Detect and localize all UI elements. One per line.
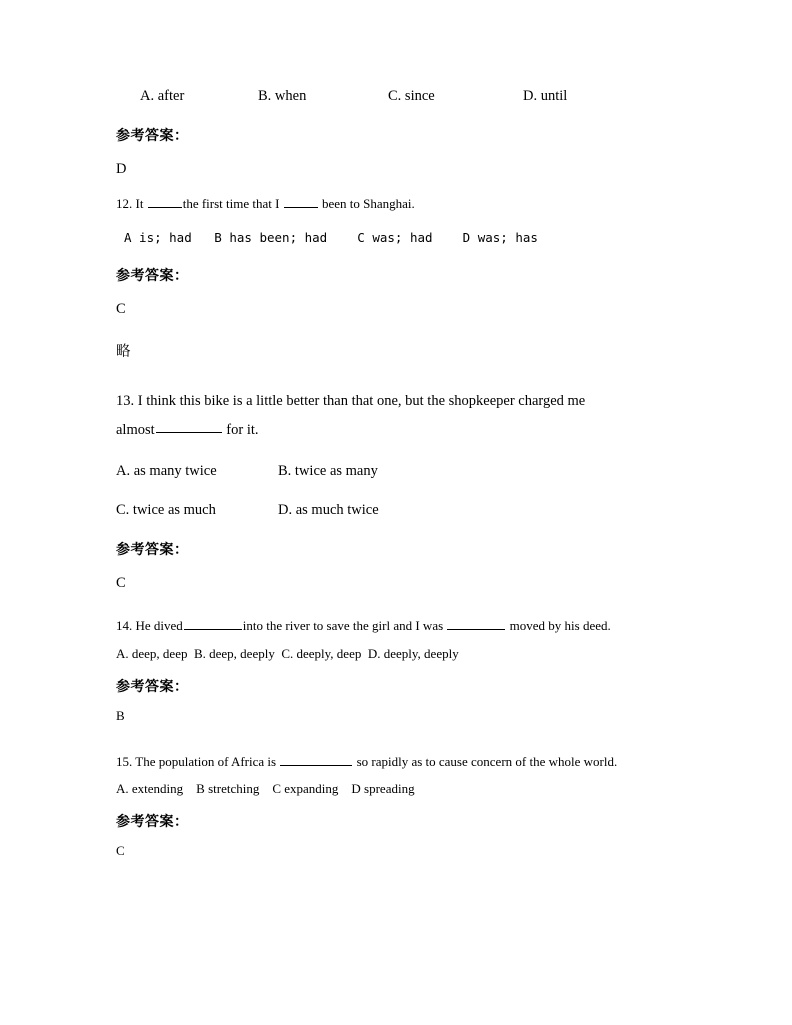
q12-blank-1 [148, 195, 182, 208]
q11-answer-label: 参考答案： [116, 128, 189, 145]
q11-option-d: D. until [523, 88, 568, 104]
q14-options: A. deep, deep B. deep, deeply C. deeply, deep D. deeply, deeply [116, 645, 459, 661]
q12-suffix: been to Shanghai. [318, 196, 415, 212]
q12-mid: the first time that I [182, 196, 283, 212]
q14-suffix: moved by his deed. [506, 618, 611, 634]
q11-option-b: B. when [258, 88, 307, 104]
q11-option-c: C. since [388, 88, 435, 104]
q13-blank [156, 419, 222, 434]
q12-question [116, 194, 676, 214]
q13-answer-value: C [116, 575, 126, 592]
q12-answer-label: 参考答案： [116, 267, 189, 284]
q13-line2-suffix: for it. [222, 421, 259, 438]
q13-options-row-2 [116, 502, 676, 519]
q14-blank-1 [184, 617, 242, 630]
q13-question-line1: 13. I think this bike is a little better than that one, but the shopkeeper charged me [116, 392, 586, 409]
q15-blank [280, 752, 352, 765]
q13-question-line2 [116, 419, 676, 442]
q13-option-c: C. twice as much [116, 502, 216, 519]
q13-option-d: D. as much twice [278, 502, 379, 519]
q14-mid: into the river to save the girl and I was [242, 618, 447, 634]
q11-answer-value: D [116, 161, 127, 178]
q11-options-row [116, 88, 676, 105]
q14-answer-label: 参考答案： [116, 678, 189, 695]
q13-line2-prefix: almost [116, 421, 155, 438]
q12-answer-value: C [116, 300, 126, 317]
q14-question [116, 616, 676, 636]
q12-note: 略 [116, 343, 131, 360]
q15-question [116, 752, 676, 772]
q15-options: A. extending B stretching C expanding D spreading [116, 781, 415, 797]
q13-option-b: B. twice as many [278, 463, 378, 480]
q13-answer-label: 参考答案： [116, 542, 189, 559]
q13-option-a: A. as many twice [116, 463, 217, 480]
document-content [116, 88, 676, 859]
q12-prefix: 12. It [116, 196, 147, 212]
q12-blank-2 [284, 195, 318, 208]
q15-answer-label: 参考答案： [116, 814, 189, 831]
q14-blank-2 [447, 617, 505, 630]
q14-prefix: 14. He dived [116, 618, 183, 634]
q11-option-a: A. after [140, 88, 185, 104]
q15-suffix: so rapidly as to cause concern of the whole world. [353, 753, 618, 769]
q13-options-row-1 [116, 463, 676, 480]
q15-prefix: 15. The population of Africa is [116, 753, 280, 769]
q15-answer-value: C [116, 843, 125, 859]
q14-answer-value: B [116, 707, 125, 723]
q12-options: A is; had B has been; had C was; had D was; has [124, 229, 538, 245]
